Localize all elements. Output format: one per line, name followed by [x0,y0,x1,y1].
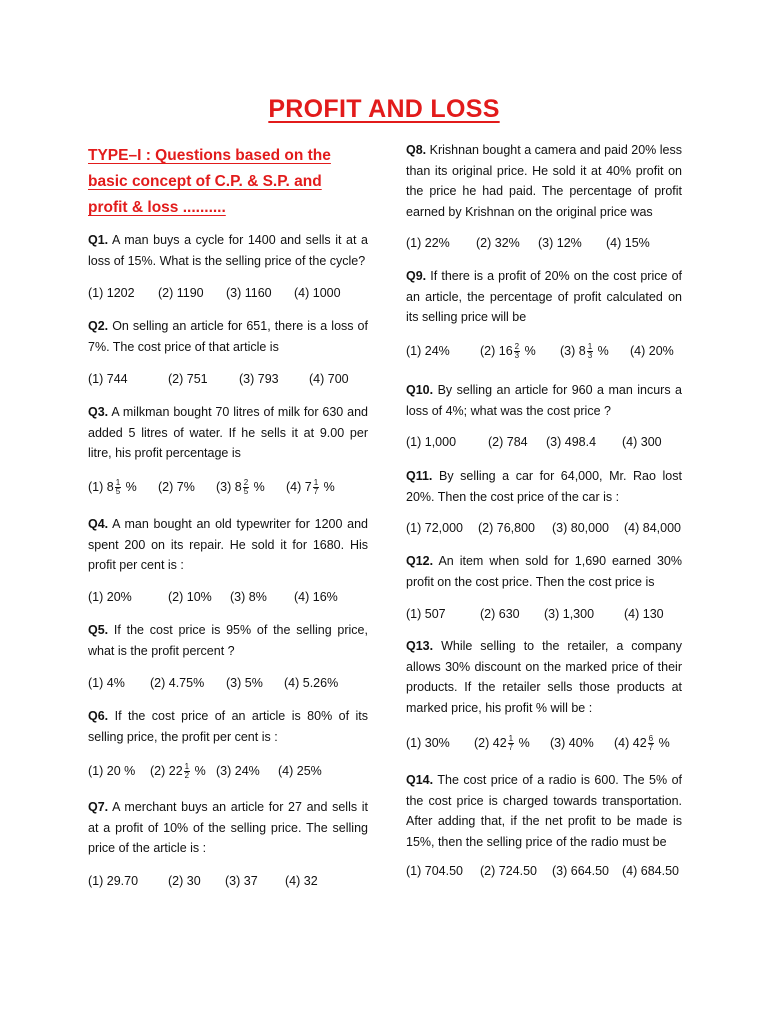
question-8: Q8. Krishnan bought a camera and paid 20% less than its original price. He sold it at 40% profit on the price he had paid. The percentage of profit earned by Krishnan on the original price was [406,143,682,219]
option-4: (4) 20% [630,344,674,358]
option-2: (2) 630 [480,607,520,621]
question-3: Q3. A milkman bought 70 litres of milk for 630 and added 5 litres of water. If he sells it at 9.00 per litre, his profit percentage is [88,405,368,460]
option-2: (2) 32% [476,236,520,250]
option-2: (2) 4.75% [150,676,205,690]
option-4: (4) 42 $\frac{6}{7}$ % [614,734,670,753]
options-q2 [88,370,368,388]
option-4: (4) 300 [622,435,662,449]
option-1: (1) 30% [406,736,450,750]
option-3: (3) 664.50 [552,864,609,878]
option-4: (4) 32 [285,874,318,888]
options-q13 [406,734,682,752]
option-3: (3) 24% [216,764,260,778]
option-3: (3) 5% [226,676,263,690]
section-heading: TYPE–I : Questions based on the basic concept of C.P. & S.P. and profit & loss .......... [88,147,331,216]
option-3: (3) 37 [225,874,258,888]
question-10: Q10. By selling an article for 960 a man incurs a loss of 4%; what was the cost price ? [406,383,682,418]
option-1: (1) 29.70 [88,874,139,888]
option-1: (1) 4% [88,676,125,690]
option-4: (4) 684.50 [622,864,679,878]
option-4: (4) 700 [309,372,349,386]
question-2: Q2. On selling an article for 651, there is a loss of 7%. The cost price of that article is [88,319,368,354]
option-4: (4) 84,000 [624,521,681,535]
option-1: (1) 8 $\frac{1}{5}$ % [88,478,137,497]
page-title: PROFIT AND LOSS [268,95,500,123]
option-3: (3) 1,300 [544,607,595,621]
option-1: (1) 24% [406,344,450,358]
question-6: Q6. If the cost price of an article is 80% of its selling price, the profit per cent is : [88,709,368,744]
option-3: (3) 8 $\frac{2}{5}$ % [216,478,265,497]
question-11: Q11. By selling a car for 64,000, Mr. Rao lost 20%. Then the cost price of the car is : [406,469,682,504]
option-2: (2) 724.50 [480,864,537,878]
fraction: $\frac{1}{7}$ [508,734,514,753]
option-2: (2) 30 [168,874,201,888]
option-1: (1) 704.50 [406,864,463,878]
option-3: (3) 8 $\frac{1}{3}$ % [560,342,609,361]
option-4: (4) 15% [606,236,650,250]
option-4: (4) 25% [278,764,322,778]
option-2: (2) 751 [168,372,208,386]
options-q14 [406,862,682,880]
option-1: (1) 1,000 [406,435,457,449]
question-12: Q12. An item when sold for 1,690 earned 30% profit on the cost price. Then the cost price is [406,554,682,589]
fraction: $\frac{1}{7}$ [313,478,319,497]
option-4: (4) 7 $\frac{1}{7}$ % [286,478,335,497]
option-4: (4) 5.26% [284,676,339,690]
option-2: (2) 1190 [158,286,204,300]
options-q11 [406,519,682,537]
options-q3 [88,478,368,496]
fraction: $\frac{6}{7}$ [648,734,654,753]
fraction: $\frac{2}{3}$ [514,342,520,361]
options-q8 [406,234,682,252]
fraction: $\frac{2}{5}$ [243,478,249,497]
option-4: (4) 16% [294,590,338,604]
option-4: (4) 1000 [294,286,341,300]
option-3: (3) 40% [550,736,594,750]
option-3: (3) 12% [538,236,582,250]
option-3: (3) 80,000 [552,521,609,535]
option-1: (1) 507 [406,607,446,621]
options-q12 [406,605,682,623]
option-2: (2) 22 $\frac{1}{2}$ % [150,762,206,781]
option-1: (1) 22% [406,236,450,250]
option-1: (1) 20 % [88,764,136,778]
option-2: (2) 42 $\frac{1}{7}$ % [474,734,530,753]
question-1: Q1. A man buys a cycle for 1400 and sells it at a loss of 15%. What is the selling price of the cycle? [88,233,368,268]
options-q9 [406,342,682,360]
option-3: (3) 793 [239,372,279,386]
option-1: (1) 20% [88,590,132,604]
options-q7 [88,872,368,890]
option-3: (3) 1160 [226,286,272,300]
option-1: (1) 1202 [88,286,135,300]
question-9: Q9. If there is a profit of 20% on the cost price of an article, the percentage of profit calculated on its selling price will be [406,269,682,324]
question-14: Q14. The cost price of a radio is 600. The 5% of the cost price is charged towards transportation. After adding that, if the net profit to be made is 15%, then the selling price of the radio must be [406,773,682,849]
fraction: $\frac{1}{3}$ [587,342,593,361]
fraction: $\frac{1}{2}$ [184,762,190,781]
option-2: (2) 76,800 [478,521,535,535]
option-4: (4) 130 [624,607,664,621]
option-2: (2) 10% [168,590,212,604]
option-3: (3) 498.4 [546,435,597,449]
options-q10 [406,433,682,451]
option-2: (2) 16 $\frac{2}{3}$ % [480,342,536,361]
options-q4 [88,588,368,606]
question-7: Q7. A merchant buys an article for 27 and sells it at a profit of 10% of the selling price. The selling price of the article is : [88,800,368,855]
option-2: (2) 7% [158,480,195,494]
options-q1 [88,284,368,302]
option-2: (2) 784 [488,435,528,449]
question-13: Q13. While selling to the retailer, a company allows 30% discount on the marked price of their products. If the retailer sells those products at marked price, his profit % will be : [406,639,682,715]
fraction: $\frac{1}{5}$ [115,478,121,497]
options-q5 [88,674,368,692]
options-q6 [88,762,368,780]
question-5: Q5. If the cost price is 95% of the selling price, what is the profit percent ? [88,623,368,658]
option-1: (1) 72,000 [406,521,463,535]
option-1: (1) 744 [88,372,128,386]
option-3: (3) 8% [230,590,267,604]
question-4: Q4. A man bought an old typewriter for 1200 and spent 200 on its repair. He sold it for 1680. His profit per cent is : [88,517,368,572]
